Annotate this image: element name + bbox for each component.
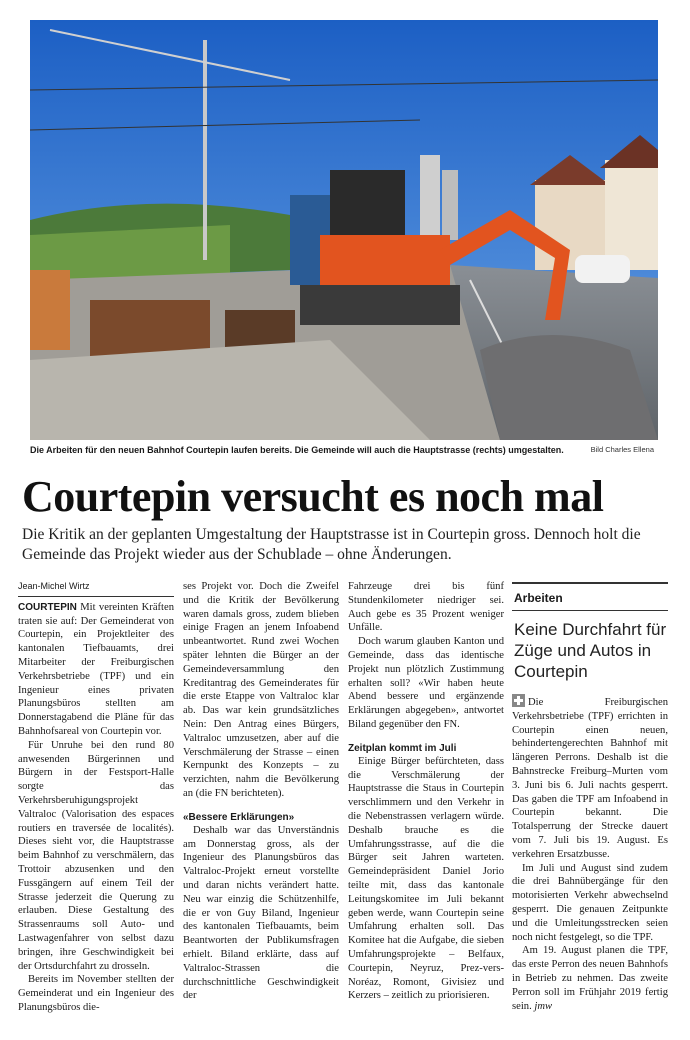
paragraph: Einige Bürger befürchteten, dass die Verschmälerung der Hauptstrasse die Staus in Courtepin verschlimmern und den Verkehr in die Nebenstrassen verlagern würde. Deshalb brauche es die Umfahrungsstrasse, auf die die Bürger seit Jahren warteten. Gemeindepräsident Daniel Jorio teilte mit, dass das kantonale Leitungskomitee im Juli bekannt geben werde, wann Courtepin seine Umfahrung erhalten soll. Das Komitee hat die Aufgabe, die sieben Umfahrungsprojekte – Belfaux, Courtepin, Neyruz, Prez-vers-Noréaz, Romont, Givisiez und Kerzers – zeitlich zu priorisieren. — [348, 755, 504, 1002]
paragraph: Doch warum glauben Kanton und Gemeinde, dass das identische Projekt nun plötzlich Zustimmung erhalten soll? «Wir haben heute Abend bessere und ergänzende Erklärungen abgegeben», antwortet Biland gegenüber den FN. — [348, 636, 504, 730]
lead-paragraph: Die Kritik an der geplanten Umgestaltung der Hauptstrasse ist in Courtepin gross. Dennoch holt die Gemeinde das Projekt wieder aus der Schublade – ohne Änderungen. — [22, 526, 641, 563]
headline: Courtepin versucht es noch mal — [22, 472, 604, 521]
paragraph: Deshalb war das Unverständnis am Donnerstag gross, als der Ingenieur des Planungsbüros das Valtraloc-Projekt erneut vorstellte und daran nichts verändert hatte. Neu war einzig die Schützenhilfe, die er von Guy Biland, Ingenieur des kantonalen Tiefbauamts, beim Beantworten der Publikumsfragen erhielt. Biland erklärte, dass auf Valtraloc-Strassen die durchschnittliche Geschwindigkeit der — [183, 824, 339, 1002]
caption-text: Die Arbeiten für den neuen Bahnhof Courtepin laufen bereits. Die Gemeinde will auch die Hauptstrasse (rechts) umgestalten. — [30, 445, 564, 455]
author-byline: Jean-Michel Wirtz — [18, 580, 174, 597]
sidebar-kicker: Arbeiten — [512, 584, 668, 611]
article-column-1 — [18, 580, 174, 1015]
paragraph: Bereits im November stellten der Gemeinderat und ein Ingenieur des Planungsbüros die- — [18, 974, 174, 1013]
sidebar-body — [512, 694, 668, 1013]
paragraph: ses Projekt vor. Doch die Zweifel und die Kritik der Bevölkerung waren damals gross, zudem blieben einige Fragen an jenem Infoabend unbeantwortet. Rund zwei Wochen später lehnten die Bürger an der Gemeindeversammlung den Kreditantrag des Gemeinderates für die erste Etappe von Valtraloc klar ab. Das war kein grundsätzliches Nein: Den Antrag eines Bürgers, Valtraloc umzusetzen, aber auf die Verschmälerung der Strasse – einen Kernpunkt des Konzepts – zu verzichten, nahm die Bevölkerung an (die FN berichteten). — [183, 581, 339, 799]
author-signature: jmw — [534, 1000, 553, 1012]
paragraph — [512, 944, 668, 1013]
news-photo — [30, 20, 658, 440]
paragraph — [512, 694, 668, 862]
paragraph-text: Die Freiburgischen Verkehrsbetriebe (TPF) errichten in Courtepin einen neuen, behindertengerechten Bahnhof mit längeren Perrons. Deshalb ist die Bahnstrecke Freiburg–Murten vom 3. Juni bis 6. Juli nachts gesperrt. Das gaben die TPF am Infoabend in Courtepin bekannt. Die Totalsperrung der Strecke dauert vom 7. Juli bis 19. August. Es verkehren Ersatzbusse. — [512, 697, 668, 860]
cross-icon — [512, 694, 525, 707]
paragraph: Im Juli und August sind zudem die drei Bahnübergänge für den motorisierten Verkehr abwechselnd gesperrt. Die genauen Zeitpunkte und die Umleitungsstrecken seien noch nicht festgelegt, so die TPF. — [512, 862, 668, 943]
sidebar-title: Keine Durchfahrt für Züge und Autos in Courtepin — [514, 620, 667, 681]
article-column-3 — [348, 580, 504, 1003]
dateline: COURTEPIN — [18, 601, 77, 613]
subheading: Zeitplan kommt im Juli — [348, 742, 457, 754]
photo-caption — [30, 443, 658, 459]
article-column-2 — [183, 580, 339, 1003]
paragraph-text: Am 19. August planen die TPF, das erste Perron des neuen Bahnhofs in Betrieb zu nehmen. Das zweite Perron soll im Frühjahr 2019 fertig sein. — [512, 945, 668, 1012]
paragraph: Fahrzeuge drei bis fünf Stundenkilometer niedriger sei. Auch gebe es 35 Prozent weniger Unfälle. — [348, 581, 504, 634]
sidebar-box — [512, 582, 668, 1013]
paragraph: Für Unruhe bei den rund 80 anwesenden Bürgerinnen und Bürgern in der Festsport-Halle sorgte das Verkehrsberuhigungsprojekt Valtraloc (Valorisation des espaces routiers en traversée de localités). Dieses sieht vor, die Hauptstrasse beim Bahnhof zu verschmälern, das Trottoir abzusenken und den Fussgängern auf einem Teil der Strasse jederzeit die Querung zu erlauben. Diese Gestaltung des Strassenraums soll Auto- und Lastwagenfahrer von selbst dazu bringen, ihre Geschwindigkeit bei der Ortsdurchfahrt zu drosseln. — [18, 739, 174, 972]
photo-credit: Bild Charles Ellena — [590, 445, 654, 454]
construction-site-illustration — [30, 20, 658, 440]
paragraph — [18, 601, 174, 739]
paragraph-text: Mit vereinten Kräften traten sie auf: Der Gemeinderat von Courtepin, ein Projektleiter des kantonalen Tiefbauamts, drei Mitarbeiter der Freiburgischen Verkehrsbetriebe (TPF) und ein Ingenieur eines privaten Planungsbüros stellten am Donnerstagabend die Pläne für das Bahnhofsareal von Courtepin vor. — [18, 601, 174, 737]
subheading: «Bessere Erklärungen» — [183, 811, 295, 823]
